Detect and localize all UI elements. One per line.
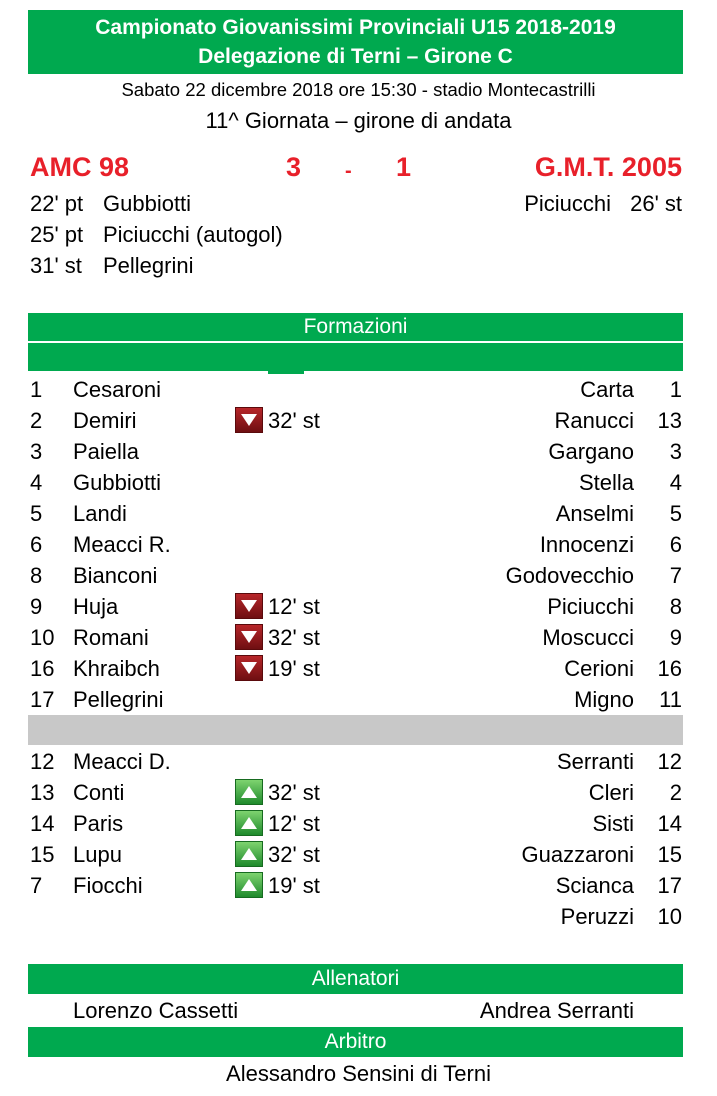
- formations-divider: [268, 371, 304, 374]
- away-player-name: Sisti: [592, 811, 634, 836]
- substitution-time: 19' st: [268, 656, 320, 681]
- away-player-number: 2: [669, 780, 682, 805]
- home-score: 3: [286, 152, 302, 182]
- away-player-name: Gargano: [548, 439, 634, 464]
- away-player-number: 10: [657, 904, 682, 929]
- away-player-name: Guazzaroni: [521, 842, 634, 867]
- scorer-time: 26' st: [630, 191, 682, 216]
- starter-row: [0, 501, 717, 532]
- away-player-number: 12: [657, 749, 682, 774]
- away-player-name: Moscucci: [542, 625, 634, 650]
- away-player-number: 3: [669, 439, 682, 464]
- scorer-name: Piciucchi: [524, 191, 611, 216]
- substitution-out-icon: [235, 655, 263, 681]
- home-player-name: Meacci D.: [73, 749, 171, 774]
- starter-row: [0, 408, 717, 439]
- home-player-name: Landi: [73, 501, 127, 526]
- away-player-name: Innocenzi: [539, 532, 634, 557]
- home-player-name: Paris: [73, 811, 124, 836]
- away-player-number: 13: [657, 408, 682, 433]
- home-coach: Lorenzo Cassetti: [73, 998, 239, 1023]
- away-player-number: 9: [669, 625, 682, 650]
- away-player-name: Godovecchio: [505, 563, 634, 588]
- away-player-number: 1: [669, 377, 682, 402]
- substitution-time: 19' st: [268, 873, 320, 898]
- home-player-name: Khraibch: [73, 656, 160, 681]
- substitution-out-icon: [235, 593, 263, 619]
- away-player-name: Piciucchi: [547, 594, 634, 619]
- home-player-name: Demiri: [73, 408, 137, 433]
- substitution-out-icon: [235, 624, 263, 650]
- starter-row: [0, 687, 717, 718]
- home-player-name: Cesaroni: [73, 377, 162, 402]
- scorer-time: 25' pt: [30, 222, 84, 247]
- home-player-name: Pellegrini: [73, 687, 164, 712]
- home-player-number: 4: [30, 470, 43, 495]
- away-player-number: 6: [669, 532, 682, 557]
- home-player-name: Huja: [73, 594, 119, 619]
- away-player-number: 8: [669, 594, 682, 619]
- away-player-number: 7: [669, 563, 682, 588]
- substitution-time: 32' st: [268, 780, 320, 805]
- substitution-time: 32' st: [268, 625, 320, 650]
- bench-row: [0, 873, 717, 904]
- away-player-number: 4: [669, 470, 682, 495]
- home-player-name: Paiella: [73, 439, 140, 464]
- starter-row: [0, 532, 717, 563]
- substitution-time: 32' st: [268, 408, 320, 433]
- scorer-time: 31' st: [30, 253, 82, 278]
- away-player-number: 16: [657, 656, 682, 681]
- away-player-name: Migno: [574, 687, 634, 712]
- bench-row: [0, 904, 717, 935]
- away-player-number: 11: [659, 687, 682, 712]
- away-player-name: Stella: [578, 470, 634, 495]
- substitution-time: 12' st: [268, 811, 320, 836]
- match-date-venue: Sabato 22 dicembre 2018 ore 15:30 - stadio Montecastrilli: [121, 79, 596, 100]
- home-player-number: 2: [30, 408, 43, 433]
- bench-separator: [28, 715, 683, 745]
- away-player-name: Cleri: [588, 780, 634, 805]
- home-player-number: 6: [30, 532, 43, 557]
- home-player-name: Meacci R.: [73, 532, 171, 557]
- home-player-name: Conti: [73, 780, 125, 805]
- substitution-out-icon: [235, 407, 263, 433]
- home-player-number: 15: [30, 842, 55, 867]
- home-player-name: Romani: [73, 625, 149, 650]
- group-title: Delegazione di Terni – Girone C: [198, 45, 513, 68]
- home-player-number: 14: [30, 811, 55, 836]
- home-player-number: 3: [30, 439, 43, 464]
- scorer-name: Gubbiotti: [103, 191, 192, 216]
- substitution-in-icon: [235, 872, 263, 898]
- away-player-number: 15: [657, 842, 682, 867]
- bench-row: [0, 780, 717, 811]
- home-player-name: Fiocchi: [73, 873, 143, 898]
- home-player-number: 9: [30, 594, 43, 619]
- home-player-number: 10: [30, 625, 55, 650]
- formations-header: Formazioni: [28, 313, 683, 341]
- home-player-number: 5: [30, 501, 43, 526]
- home-player-number: 1: [30, 377, 43, 402]
- round-info: 11^ Giornata – girone di andata: [205, 108, 512, 133]
- away-score: 1: [396, 152, 412, 182]
- away-player-name: Anselmi: [555, 501, 634, 526]
- starter-row: [0, 563, 717, 594]
- away-player-name: Peruzzi: [560, 904, 634, 929]
- scorer-name: Pellegrini: [103, 253, 194, 278]
- substitution-time: 32' st: [268, 842, 320, 867]
- starter-row: [0, 625, 717, 656]
- substitution-in-icon: [235, 841, 263, 867]
- home-player-number: 12: [30, 749, 55, 774]
- starter-row: [0, 439, 717, 470]
- starter-row: [0, 377, 717, 408]
- away-team-name: G.M.T. 2005: [534, 152, 682, 182]
- substitution-in-icon: [235, 810, 263, 836]
- bench-row: [0, 749, 717, 780]
- home-player-name: Lupu: [73, 842, 122, 867]
- home-player-number: 7: [30, 873, 43, 898]
- home-player-number: 8: [30, 563, 43, 588]
- starter-row: [0, 470, 717, 501]
- away-player-name: Ranucci: [554, 408, 634, 433]
- home-player-number: 16: [30, 656, 55, 681]
- formations-subheader: [28, 343, 683, 371]
- away-coach: Andrea Serranti: [479, 998, 634, 1023]
- home-player-name: Bianconi: [73, 563, 158, 588]
- coaches-header: Allenatori: [28, 964, 683, 994]
- starter-row: [0, 594, 717, 625]
- score-separator: -: [345, 160, 352, 182]
- away-player-name: Serranti: [556, 749, 634, 774]
- referee-name: Alessandro Sensini di Terni: [226, 1061, 491, 1086]
- away-player-name: Scianca: [555, 873, 634, 898]
- substitution-in-icon: [235, 779, 263, 805]
- away-player-number: 14: [657, 811, 682, 836]
- away-player-number: 17: [657, 873, 682, 898]
- starter-row: [0, 656, 717, 687]
- away-player-number: 5: [669, 501, 682, 526]
- title-banner: [28, 10, 683, 74]
- home-team-name: AMC 98: [30, 152, 130, 182]
- referee-header: Arbitro: [28, 1027, 683, 1057]
- home-player-name: Gubbiotti: [73, 470, 162, 495]
- scorer-time: 22' pt: [30, 191, 84, 216]
- bench-row: [0, 842, 717, 873]
- bench-row: [0, 811, 717, 842]
- away-player-name: Carta: [580, 377, 634, 402]
- home-player-number: 17: [30, 687, 55, 712]
- championship-title: Campionato Giovanissimi Provinciali U15 2018-2019: [95, 16, 616, 39]
- home-player-number: 13: [30, 780, 55, 805]
- scorer-name: Piciucchi (autogol): [103, 222, 283, 247]
- away-player-name: Cerioni: [564, 656, 634, 681]
- substitution-time: 12' st: [268, 594, 320, 619]
